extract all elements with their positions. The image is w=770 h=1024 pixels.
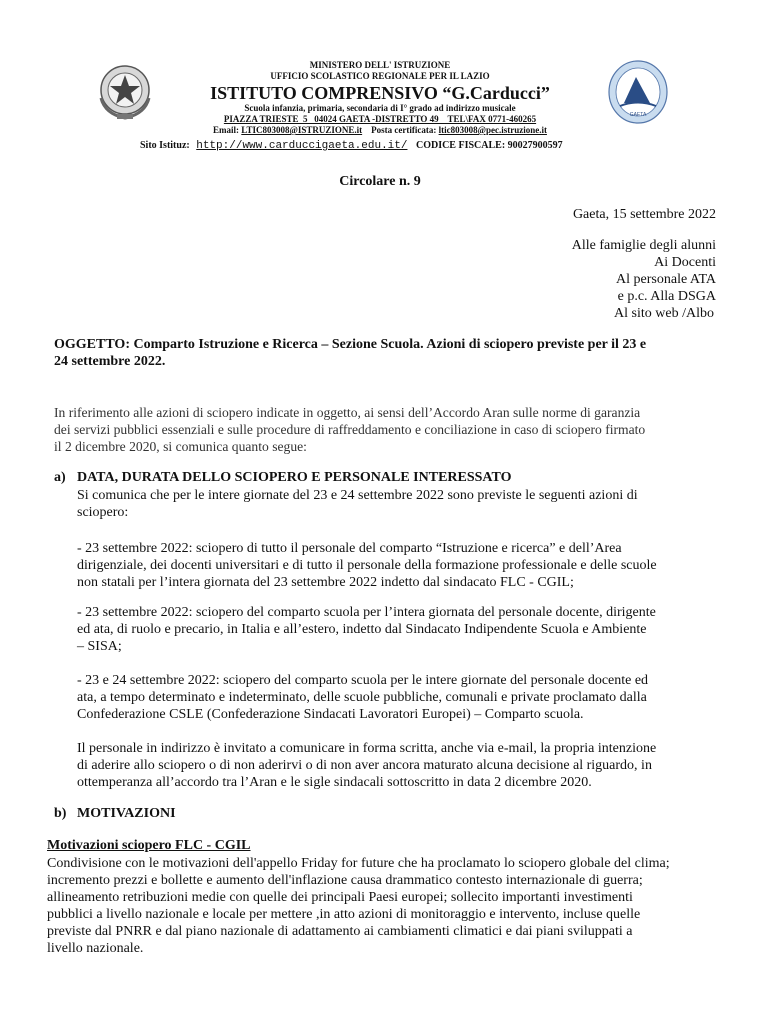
text-line: Confederazione CSLE (Confederazione Sindacati Lavoratori Europei) – Comparto scuola.	[77, 707, 584, 722]
invite-paragraph	[77, 740, 717, 791]
office-label: UFFICIO SCOLASTICO REGIONALE PER IL LAZIO	[270, 71, 490, 81]
text-line: Il personale in indirizzo è invitato a comunicare in forma scritta, anche via e-mail, la propria intenzione	[77, 741, 657, 756]
text-line: – SISA;	[77, 639, 122, 654]
text-line: In riferimento alle azioni di sciopero indicate in oggetto, ai sensi dell’Accordo Aran sulle norme di garanzia	[54, 405, 641, 420]
text-line: dirigenziale, dei docenti universitari e di tutto il personale della formazione professionale e delle scuole	[77, 558, 657, 573]
text-line: ata, a tempo determinato e indeterminato, delle scuole pubbliche, comunali e private proclamato dalla	[77, 690, 647, 705]
school-address: PIAZZA TRIESTE 5 04024 GAETA -DISTRETTO 49 TEL\FAX 0771-460265	[223, 114, 537, 124]
text-line: pubblici a livello nazionale e locale per mettere ,in atto azioni di monitoraggio e intervento, incluse quelle	[47, 907, 641, 922]
italian-republic-emblem	[95, 60, 155, 122]
text-line: incremento prezzi e bollette e aumento dell'inflazione causa drammatico contesto internazionale di guerra;	[47, 873, 643, 888]
school-logo	[606, 59, 670, 125]
site-label: Sito Istituz:	[140, 140, 190, 151]
strike-item-2	[77, 604, 717, 655]
text-line: livello nazionale.	[47, 941, 144, 956]
subject-line: OGGETTO: Comparto Istruzione e Ricerca – Sezione Scuola. Azioni di sciopero previste per il 23 e	[54, 337, 647, 352]
text-line: previste dal PNRR e dal piano nazionale di adattamento ai cambiamenti climatici e dai piani sviluppati a	[47, 924, 633, 939]
motivations-paragraph	[47, 855, 727, 957]
recipient-line: Al personale ATA	[616, 272, 716, 287]
site-line	[140, 140, 640, 152]
text-line: - 23 e 24 settembre 2022: sciopero del comparto scuola per le intere giornate del personale docente ed	[77, 673, 649, 688]
subject	[54, 336, 724, 370]
text-line: sciopero:	[77, 505, 129, 520]
text-line: - 23 settembre 2022: sciopero di tutto il personale del comparto “Istruzione e ricerca” e dell’Area	[77, 541, 622, 556]
school-description: Scuola infanzia, primaria, secondaria di I° grado ad indirizzo musicale	[244, 103, 516, 113]
fiscal-code: CODICE FISCALE: 90027900597	[415, 140, 563, 151]
site-link[interactable]: http://www.carduccigaeta.edu.it/	[196, 140, 408, 152]
text-line: Si comunica che per le intere giornate del 23 e 24 settembre 2022 sono previste le seguenti azioni di	[77, 488, 638, 503]
school-logo-text: GAETA	[629, 112, 647, 118]
strike-item-3	[77, 672, 717, 723]
email-label: Email:	[213, 125, 240, 135]
section-a-intro	[77, 487, 717, 521]
recipient-line: Al sito web /Albo	[614, 306, 714, 321]
text-line: allineamento retribuzioni medie con quelle dei principali Paesi europei; sollecito importanti investimenti	[47, 890, 633, 905]
text-line: non statali per l’intera giornata del 23 settembre 2022 indetto dal sindacato FLC - CGIL;	[77, 575, 574, 590]
pec-link[interactable]: ltic803008@pec.istruzione.it	[438, 125, 547, 135]
text-line: dei servizi pubblici essenziali e sulle procedure di raffreddamento e conciliazione in caso di sciopero firmato	[54, 422, 646, 437]
text-line: ottemperanza all’accordo tra l’Aran e le sigle sindacali sottoscritto in data 2 dicembre 2020.	[77, 775, 592, 790]
letter-date: Gaeta, 15 settembre 2022	[572, 207, 716, 222]
text-line: ed ata, di ruolo e precario, in Italia e all’estero, indetto dal Sindacato Indipendente Scuola e Ambiente	[77, 622, 647, 637]
section-b-title: MOTIVAZIONI	[77, 806, 176, 821]
text-line: Condivisione con le motivazioni dell'appello Friday for future che ha proclamato lo sciopero globale del clima;	[47, 856, 670, 871]
recipient-line: e p.c. Alla DSGA	[617, 289, 716, 304]
ministry-label: MINISTERO DELL' ISTRUZIONE	[309, 60, 451, 70]
subject-line: 24 settembre 2022.	[54, 354, 166, 369]
recipients	[420, 237, 716, 322]
text-line: il 2 dicembre 2020, si comunica quanto segue:	[54, 439, 307, 454]
strike-item-1	[77, 540, 717, 591]
section-a-title: DATA, DURATA DELLO SCIOPERO E PERSONALE INTERESSATO	[77, 470, 512, 485]
circular-number: Circolare n. 9	[339, 174, 421, 189]
section-a-label: a)	[54, 470, 66, 485]
contacts-line	[160, 125, 600, 136]
text-line: di aderire allo sciopero o di non aderirvi o di non aver ancora maturato alcuna decisione al riguardo, in	[77, 758, 652, 773]
motivations-heading: Motivazioni sciopero FLC - CGIL	[47, 838, 251, 853]
school-name: ISTITUTO COMPRENSIVO “G.Carducci”	[210, 83, 550, 103]
section-b-label: b)	[54, 806, 67, 821]
text-line: - 23 settembre 2022: sciopero del comparto scuola per l’intera giornata del personale docente, dirigente	[77, 605, 656, 620]
recipient-line: Ai Docenti	[654, 255, 716, 270]
intro-paragraph	[54, 404, 724, 455]
email-link[interactable]: LTIC803008@ISTRUZIONE.it	[241, 125, 363, 135]
pec-label: Posta certificata:	[371, 125, 437, 135]
recipient-line: Alle famiglie degli alunni	[571, 238, 716, 253]
